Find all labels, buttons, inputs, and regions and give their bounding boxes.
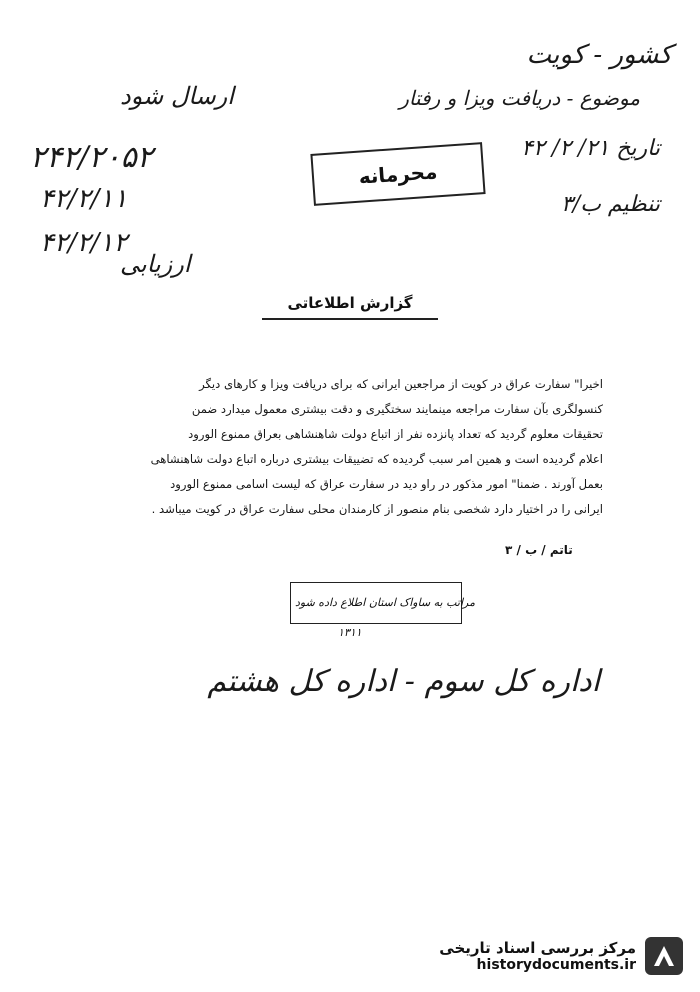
- date-left-2: ۴۲/۲/۱۲: [40, 228, 128, 258]
- report-title: گزارش اطلاعاتی: [287, 294, 413, 312]
- footer-org-name: مرکز بررسی اسناد تاریخی: [439, 939, 636, 957]
- footer-text: [439, 939, 636, 973]
- stamp-text: محرمانه: [357, 159, 439, 189]
- title-underline: [262, 318, 438, 320]
- subject-line: موضوع - دریافت ویزا و رفتار: [399, 86, 640, 110]
- footer-website[interactable]: historydocuments.ir: [476, 957, 636, 973]
- reference-number: ۲۴۲/۲۰۵۲: [30, 140, 153, 175]
- body-line: بعمل آورند . ضمنا" امور مذکور در راو دید در سفارت عراق که لیست اسامی ممنوع الورود: [170, 477, 603, 491]
- body-line: ایرانی را در اختیار دارد شخصی بنام منصور از کارمندان محلی سفارت عراق در کویت میباشد .: [151, 502, 603, 516]
- body-line: اخیرا" سفارت عراق در کویت از مراجعین ایرانی که برای دریافت ویزا و کارهای دیگر: [199, 377, 603, 391]
- signature-line: اداره کل سوم - اداره کل هشتم: [207, 664, 600, 699]
- date-left-1: ۴۲/۲/۱۱: [40, 184, 128, 214]
- report-ref-code: تاتم / ب / ۳: [505, 543, 573, 557]
- archive-logo-icon: [644, 936, 684, 976]
- classification-line: تنظیم ب/۳: [560, 192, 660, 217]
- confidential-stamp: [310, 142, 485, 206]
- date-line: تاریخ ۲۱/ ۲/ ۴۲: [521, 136, 660, 161]
- top-note: ارسال شود: [120, 82, 234, 110]
- annotation-text: مراتب به ساواک استان اطلاع داده شود: [295, 596, 475, 609]
- footer-watermark: [439, 936, 684, 976]
- body-line: تحقیقات معلوم گردید که تعداد پانزده نفر از اتباع دولت شاهنشاهی بعراق ممنوع الورود: [188, 427, 603, 441]
- report-body: [105, 372, 603, 522]
- body-line: اعلام گردیده است و همین امر سبب گردیده که تضییقات بیشتری درباره اتباع دولت شاهنشاهی: [150, 452, 603, 466]
- body-line: کنسولگری بآن سفارت مراجعه مینمایند سختگیری و دقت بیشتری معمول میدارد ضمن: [191, 402, 603, 416]
- country-line: کشور - کویت: [526, 40, 672, 70]
- rating-line: ارزیابی: [120, 250, 191, 278]
- annotation-number: ۱۳۱۱: [338, 626, 362, 639]
